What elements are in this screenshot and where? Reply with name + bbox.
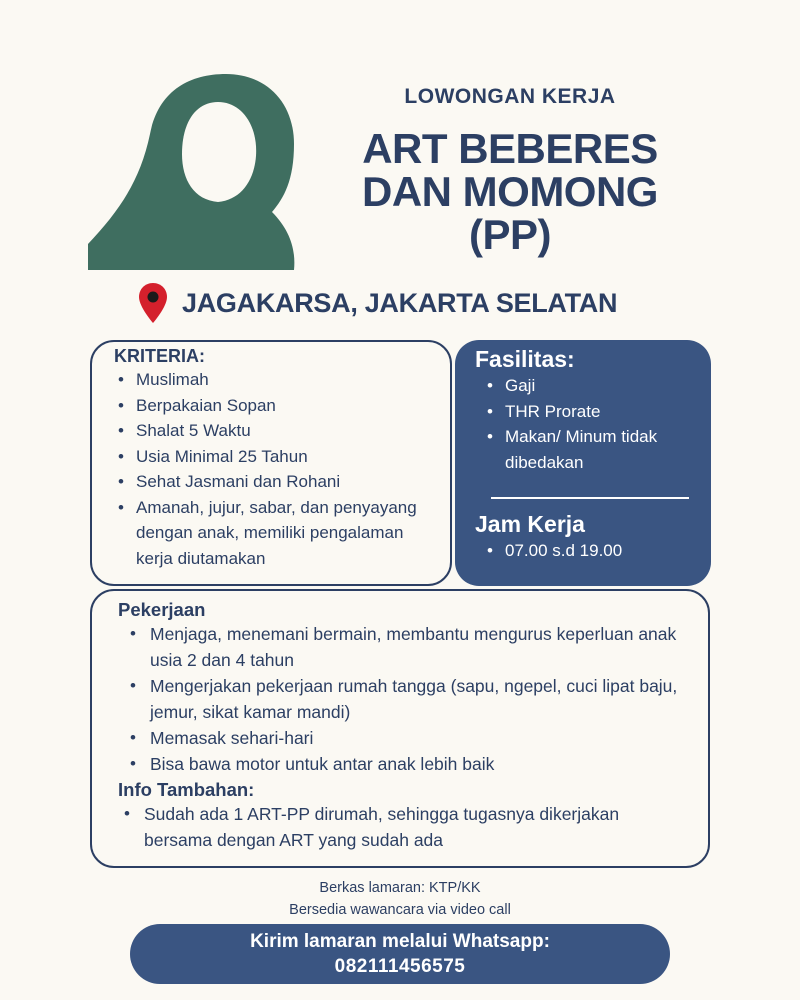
job-title-line: ART BEBERES <box>362 125 658 172</box>
list-item: • Usia Minimal 25 Tahun <box>114 444 436 470</box>
note-line: Bersedia wawancara via video call <box>289 902 511 918</box>
eyebrow-title: LOWONGAN KERJA <box>404 85 616 108</box>
location-line <box>138 282 617 324</box>
job-title <box>300 127 720 256</box>
fasilitas-title: Fasilitas: <box>475 346 575 372</box>
list-item: • Sehat Jasmani dan Rohani <box>114 469 436 495</box>
info-tambahan-list <box>118 801 690 853</box>
info-tambahan-title: Info Tambahan: <box>118 779 255 800</box>
list-item: • THR Prorate <box>475 399 697 425</box>
whatsapp-cta-banner <box>130 924 670 984</box>
header <box>300 85 720 256</box>
job-title-line: DAN MOMONG <box>362 168 658 215</box>
application-notes <box>0 877 800 921</box>
divider <box>491 497 689 499</box>
kriteria-box <box>90 340 452 586</box>
list-item: • Memasak sehari-hari <box>118 725 690 751</box>
pekerjaan-title: Pekerjaan <box>118 599 206 620</box>
list-item: • 07.00 s.d 19.00 <box>475 538 697 564</box>
list-item: • Menjaga, menemani bermain, membantu mengurus keperluan anak usia 2 dan 4 tahun <box>118 621 690 673</box>
list-item: • Shalat 5 Waktu <box>114 418 436 444</box>
jam-kerja-list <box>475 538 697 564</box>
list-item: • Bisa bawa motor untuk antar anak lebih baik <box>118 751 690 777</box>
kriteria-list <box>114 367 436 571</box>
fasilitas-box <box>455 340 711 586</box>
cta-text: Kirim lamaran melalui Whatsapp: <box>250 931 550 952</box>
list-item: • Amanah, jujur, sabar, dan penyayang dengan anak, memiliki pengalaman kerja diutamakan <box>114 495 436 572</box>
map-pin-icon <box>138 282 168 324</box>
whatsapp-phone: 082111456575 <box>334 956 466 977</box>
list-item: • Mengerjakan pekerjaan rumah tangga (sapu, ngepel, cuci lipat baju, jemur, sikat kamar mandi) <box>118 673 690 725</box>
location-text: JAGAKARSA, JAKARTA SELATAN <box>182 287 618 318</box>
list-item: • Muslimah <box>114 367 436 393</box>
pekerjaan-list <box>118 621 690 777</box>
jam-kerja-title: Jam Kerja <box>475 511 585 537</box>
fasilitas-list <box>475 373 697 475</box>
job-title-line: (PP) <box>469 211 551 258</box>
hijab-woman-icon <box>88 72 298 272</box>
note-line: Berkas lamaran: KTP/KK <box>319 880 481 896</box>
kriteria-title: KRITERIA: <box>114 346 205 366</box>
list-item: • Berpakaian Sopan <box>114 393 436 419</box>
pekerjaan-box <box>90 589 710 868</box>
list-item: • Sudah ada 1 ART-PP dirumah, sehingga tugasnya dikerjakan bersama dengan ART yang sudah ada <box>118 801 690 853</box>
list-item: • Gaji <box>475 373 697 399</box>
list-item: • Makan/ Minum tidak dibedakan <box>475 424 697 475</box>
